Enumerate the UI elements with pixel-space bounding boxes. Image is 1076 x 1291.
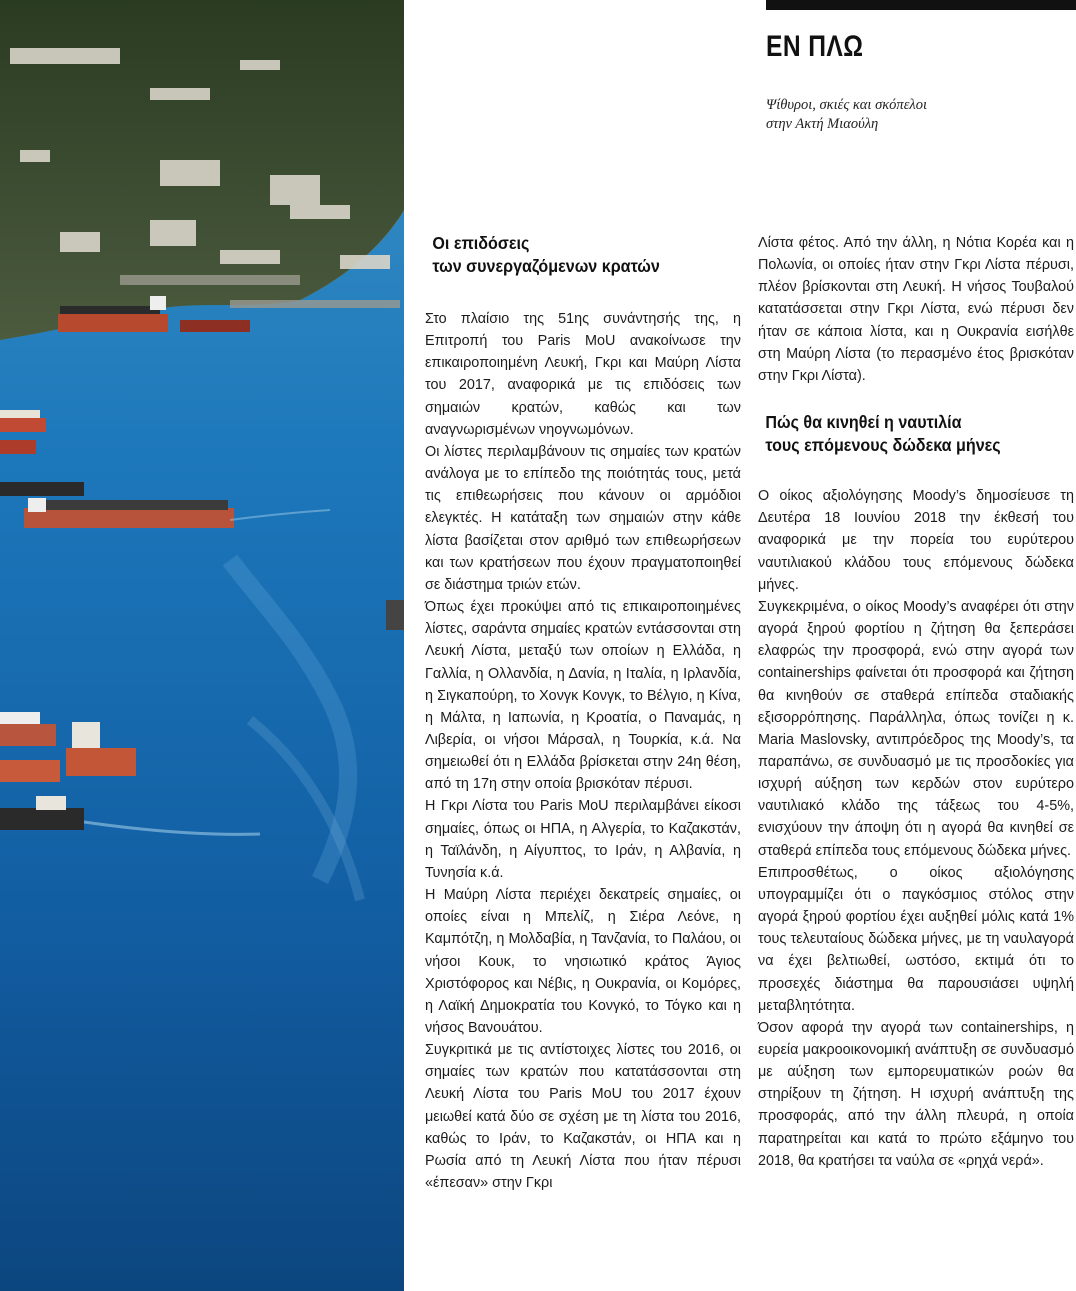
paragraph-continuation: Λίστα φέτος. Από την άλλη, η Νότια Κορέα και η Πολωνία, οι οποίες ήταν στην Γκρι Λίστα πέρυσι, πλέον βρίσκονται στη Λευκή. Η νήσος Τουβαλού κατατάσσεται στην Γκρι Λίστα, ενώ πέρυσι δεν ήταν σε κάποια λίστα, και η Ουκρανία εισήλθε στη Μαύρη Λίστα (το περασμένο έτος βρισκόταν στην Γκρι Λίστα). <box>758 235 1074 384</box>
section-title: ΕΝ ΠΛΩ <box>766 30 864 63</box>
section-subtitle-line-1: Ψίθυροι, σκιές και σκόπελοι <box>766 97 927 113</box>
paragraph: Επιπροσθέτως, ο οίκος αξιολόγησης υπογραμμίζει ότι ο παγκόσμιος στόλος στην αγορά ξηρού φορτίου έχει αυξηθεί μόλις κατά 1% τους τελευταίους δώδεκα μήνες, με τη ναυλαγορά να έχει βελτιωθεί, ωστόσο, εκτιμά ότι το προσεχές διάστημα θα παρουσιάσει υψηλή μεταβλητότητα. <box>758 864 1074 1014</box>
port-aerial-illustration <box>0 0 404 1291</box>
article-column-1 <box>425 232 741 1194</box>
paragraph: Η Γκρι Λίστα του Paris MoU περιλαμβάνει είκοσι σημαίες, όπως οι ΗΠΑ, η Αλγερία, το Καζακστάν, η Ταϊλάνδη, η Αίγυπτος, το Ιράν, η Αλβανία, η Τυνησία κ.ά. <box>425 798 741 881</box>
paragraph: Συγκεκριμένα, ο οίκος Moody’s αναφέρει ότι στην αγορά ξηρού φορτίου η ζήτηση θα ξεπεράσει ελαφρώς την προσφορά, ενώ στην αγορά των containerships φαίνεται ότι προσφορά και ζήτηση θα κινηθούν σε σταθερά επίπεδα σταδιακής εξισορρόπησης. Παράλληλα, όπως τονίζει η κ. Maria Maslovsky, αντιπρόεδρος της Moody’s, τα παραπάνω, σε συνδυασμό με τις προσδοκίες για ισχυρή αύξηση των κερδών στον ευρύτερο ναυτιλιακό κλάδο της τάξεως του 4-5%, ενισχύουν την άποψη ότι η αγορά θα κινηθεί σε σταθερά επίπεδα τους επόμενους δώδεκα μήνες. <box>758 598 1074 859</box>
heading-1-line-2: των συνεργαζόμενων κρατών <box>432 256 660 276</box>
heading-1-line-1: Οι επιδόσεις <box>432 233 530 253</box>
paragraph: Στο πλαίσιο της 51ης συνάντησής της, η Επιτροπή του Paris MoU ανακοίνωσε την επικαιροποιημένη Λευκή, Γκρι και Μαύρη Λίστα του 2017, αναφορικά με τις επιδόσεις των σημαιών κρατών, καθώς και των αναγνωρισμένων νηογνωμόνων. <box>425 311 741 438</box>
section-subtitle-line-2: στην Ακτή Μιαούλη <box>766 116 879 132</box>
port-aerial-photo <box>0 0 404 1291</box>
paragraph: Ο οίκος αξιολόγησης Moody’s δημοσίευσε τη Δευτέρα 18 Ιουνίου 2018 την έκθεσή του αναφορικά με την πορεία του ευρύτερου ναυτιλιακού κλάδου τους επόμενους δώδεκα μήνες. <box>758 488 1074 593</box>
paragraph: Συγκριτικά με τις αντίστοιχες λίστες του 2016, οι σημαίες των κρατών που κατατάσσονται στη Λευκή Λίστα του Paris MoU του 2017 έχουν μειωθεί κατά δύο σε σχέση με τη λίστα του 2016, καθώς το Ιράν, το Καζακστάν, οι ΗΠΑ και η Ρωσία από τη Λευκή Λίστα που ήταν πέρυσι «έπεσαν» στην Γκρι <box>425 1042 741 1192</box>
paragraph: Η Μαύρη Λίστα περιέχει δεκατρείς σημαίες, οι οποίες είναι η Μπελίζ, η Σιέρα Λεόνε, η Καμπότζη, η Μολδαβία, η Τανζανία, το Παλάου, οι νήσοι Κουκ, το νησιωτικό κράτος Άγιος Χριστόφορος και Νέβις, η Ουκρανία, οι Κομόρες, η Λαϊκή Δημοκρατία του Κονγκό, το Τόγκο και η νήσος Βανουάτου. <box>425 887 741 1036</box>
article-column-2 <box>758 232 1074 1172</box>
section-top-bar <box>766 0 1076 10</box>
heading-2-line-2: τους επόμενους δώδεκα μήνες <box>765 435 1001 456</box>
heading-2-line-1: Πώς θα κινηθεί η ναυτιλία <box>765 412 962 433</box>
paragraph: Οι λίστες περιλαμβάνουν τις σημαίες των κρατών ανάλογα με το επίπεδο της ποιότητάς τους, μετά τις επιθεωρήσεις που κάνουν οι αρμόδιοι ελεγκτές. Η κατάταξη των σημαιών στην κάθε λίστα βασίζεται στον αριθμό των επιθεωρήσεων και των κρατήσεων που έχουν πραγματοποιηθεί σε διάστημα τριών ετών. <box>425 443 741 593</box>
paragraph: Όπως έχει προκύψει από τις επικαιροποιημένες λίστες, σαράντα σημαίες κρατών εντάσσονται στη Λευκή Λίστα, μεταξύ των οποίων η Ελλάδα, η Γαλλία, η Ολλανδία, η Δανία, η Ιταλία, η Ιρλανδία, η Σιγκαπούρη, το Χονγκ Κονγκ, το Βέλγιο, η Κίνα, η Μάλτα, η Ιαπωνία, η Κροατία, ο Παναμάς, η Λιβερία, οι νήσοι Μάρσαλ, η Τουρκία, κ.ά. Να σημειωθεί ότι η Ελλάδα βρίσκεται στην 24η θέση, από τη 17η στην οποία βρισκόταν πέρυσι. <box>425 599 741 793</box>
section-subtitle <box>766 96 1066 134</box>
heading-state-performance <box>425 232 716 278</box>
heading-shipping-outlook <box>758 411 1049 457</box>
paragraph: Όσον αφορά την αγορά των containerships, η ευρεία μακροοικονομική ανάπτυξη σε συνδυασμό με αύξηση των εμπορευματικών ροών θα στηρίξουν τη ζήτηση. Η ισχυρή ανάπτυξη της προσφοράς, από την άλλη πλευρά, η οποία παρατηρείται και κατά το πρώτο εξάμηνο του 2018, θα κρατήσει τα ναύλα σε «ρηχά νερά». <box>758 1019 1074 1169</box>
